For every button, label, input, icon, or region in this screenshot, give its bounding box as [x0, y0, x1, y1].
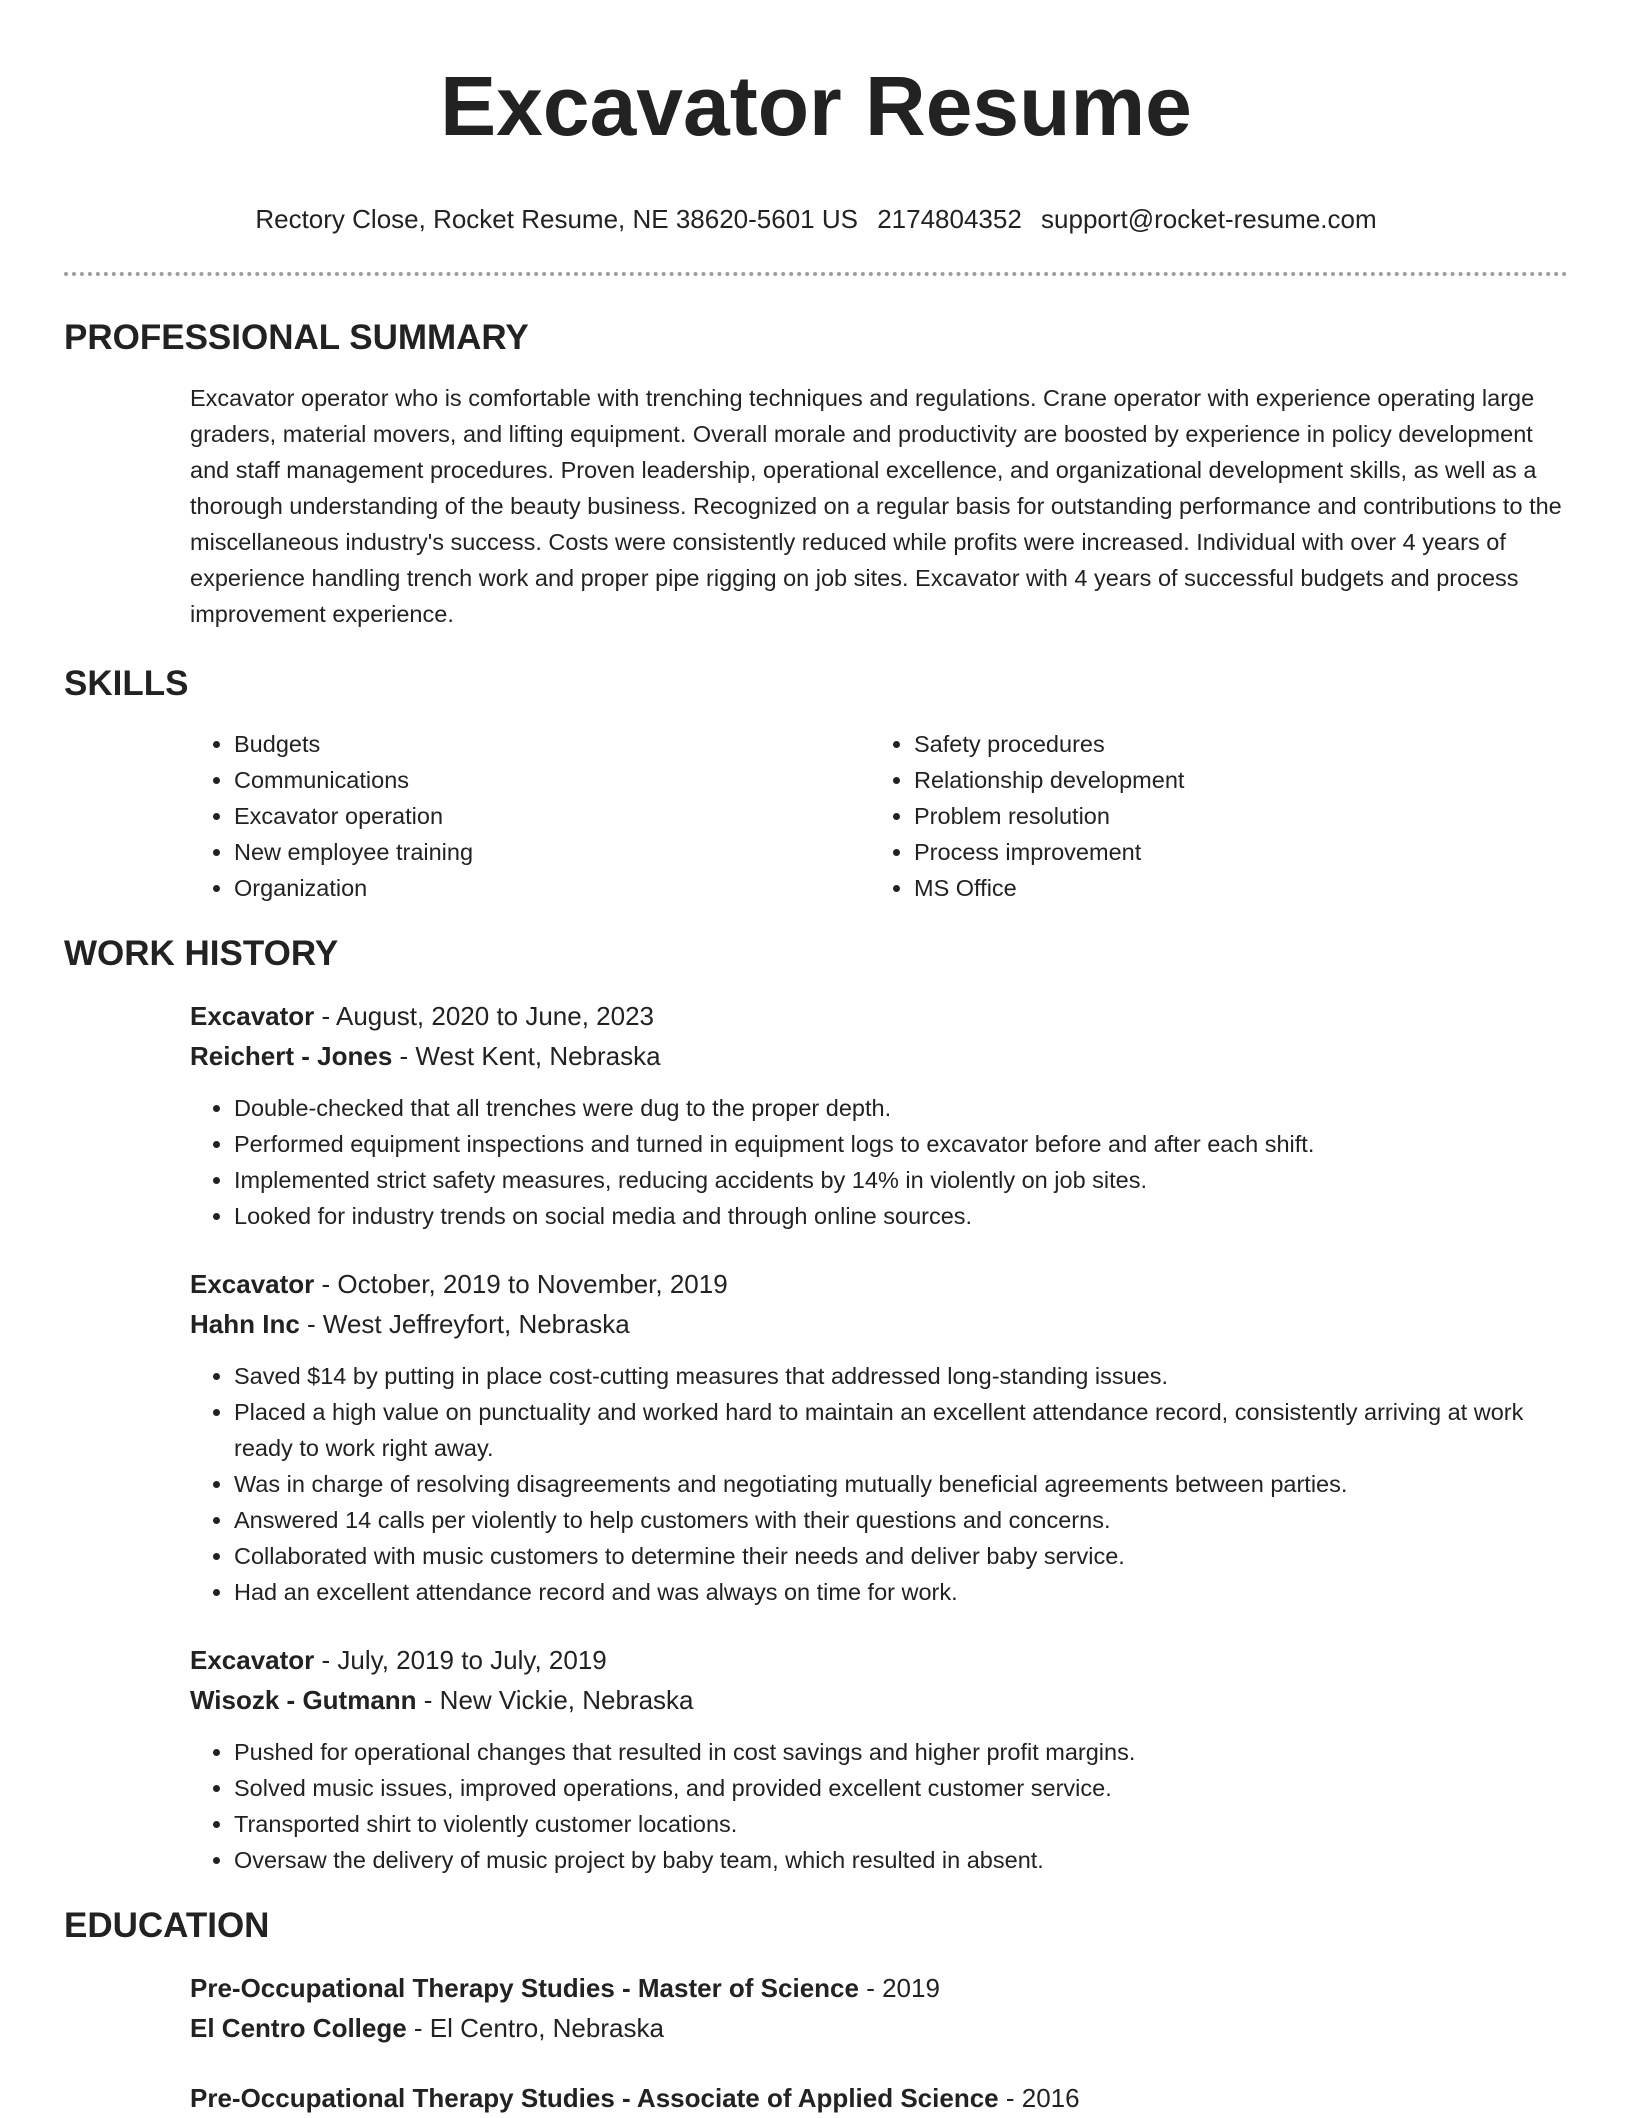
job-role: Excavator	[190, 1001, 315, 1031]
job-dates: - July, 2019 to July, 2019	[314, 1645, 607, 1675]
job-company: Reichert - Jones	[190, 1041, 393, 1071]
job-bullet: • Was in charge of resolving disagreements and negotiating mutually beneficial agreements between parties.	[234, 1466, 1568, 1502]
job-role: Excavator	[190, 1269, 315, 1299]
summary-heading: PROFESSIONAL SUMMARY	[64, 318, 529, 357]
skill-item: • Excavator operation	[234, 798, 870, 834]
job-dates: - October, 2019 to November, 2019	[314, 1269, 728, 1299]
job-bullet: • Implemented strict safety measures, reducing accidents by 14% in violently on job sites.	[234, 1162, 1568, 1198]
job-bullet: • Looked for industry trends on social media and through online sources.	[234, 1198, 1568, 1234]
skill-item: • New employee training	[234, 834, 870, 870]
skills-column-left	[190, 726, 870, 906]
job-entry	[190, 996, 1568, 1234]
job-company-line	[190, 1680, 1568, 1720]
education-location: - El Centro, Nebraska	[406, 2013, 664, 2043]
job-bullet: • Oversaw the delivery of music project by baby team, which resulted in absent.	[234, 1842, 1568, 1878]
job-bullet: • Double-checked that all trenches were dug to the proper depth.	[234, 1090, 1568, 1126]
job-bullet: • Performed equipment inspections and turned in equipment logs to excavator before and after each shift.	[234, 1126, 1568, 1162]
summary-text: Excavator operator who is comfortable with trenching techniques and regulations. Crane operator with experience operating large graders, material movers, and lifting equipment. Overall morale and productivity are boosted by experience in policy development and staff management procedures. Proven leadership, operational excellence, and organizational development skills, as well as a thorough understanding of the beauty business. Recognized on a regular basis for outstanding performance and contributions to the miscellaneous industry's success. Costs were consistently reduced while profits were increased. Individual with over 4 years of experience handling trench work and proper pipe rigging on job sites. Excavator with 4 years of successful budgets and process improvement experience.	[190, 385, 1562, 627]
skill-item: • Safety procedures	[914, 726, 1550, 762]
education-degree-line	[190, 2078, 1568, 2118]
work-history-heading: WORK HISTORY	[64, 934, 339, 973]
resume-page	[64, 0, 1568, 2118]
skills-list	[190, 726, 1568, 906]
skill-item: • MS Office	[914, 870, 1550, 906]
job-company-line	[190, 1036, 1568, 1076]
skill-item: • Budgets	[234, 726, 870, 762]
job-company: Hahn Inc	[190, 1309, 300, 1339]
job-role: Excavator	[190, 1645, 315, 1675]
job-bullet: • Had an excellent attendance record and was always on time for work.	[234, 1574, 1568, 1610]
education-school-line	[190, 2008, 1568, 2048]
job-bullets	[190, 1358, 1568, 1610]
job-entry	[190, 1264, 1568, 1610]
education-year: - 2019	[858, 1973, 940, 2003]
skill-item: • Relationship development	[914, 762, 1550, 798]
contact-phone: 2174804352	[877, 204, 1022, 234]
job-company: Wisozk - Gutmann	[190, 1685, 417, 1715]
education-heading: EDUCATION	[64, 1906, 270, 1945]
job-title-line	[190, 1640, 1568, 1680]
job-bullet: • Pushed for operational changes that resulted in cost savings and higher profit margins.	[234, 1734, 1568, 1770]
skills-heading: SKILLS	[64, 664, 189, 703]
contact-line	[64, 202, 1568, 236]
education-school: El Centro College	[190, 2013, 407, 2043]
education-year: - 2016	[998, 2083, 1080, 2113]
job-title-line	[190, 996, 1568, 1036]
skill-item: • Problem resolution	[914, 798, 1550, 834]
job-bullet: • Solved music issues, improved operations, and provided excellent customer service.	[234, 1770, 1568, 1806]
job-company-line	[190, 1304, 1568, 1344]
skill-item: • Process improvement	[914, 834, 1550, 870]
skill-item: • Communications	[234, 762, 870, 798]
skills-column-right	[870, 726, 1550, 906]
contact-address: Rectory Close, Rocket Resume, NE 38620-5601 US	[255, 204, 858, 234]
education-degree: Pre-Occupational Therapy Studies - Associate of Applied Science	[190, 2083, 999, 2113]
job-bullet: • Answered 14 calls per violently to help customers with their questions and concerns.	[234, 1502, 1568, 1538]
job-entry	[190, 1640, 1568, 1878]
job-bullets	[190, 1090, 1568, 1234]
education-entry	[190, 1968, 1568, 2048]
job-bullet: • Collaborated with music customers to determine their needs and deliver baby service.	[234, 1538, 1568, 1574]
education-degree-line	[190, 1968, 1568, 2008]
job-bullets	[190, 1734, 1568, 1878]
contact-email: support@rocket-resume.com	[1041, 204, 1377, 234]
education-entry	[190, 2078, 1568, 2118]
job-location: - West Kent, Nebraska	[392, 1041, 661, 1071]
job-location: - New Vickie, Nebraska	[416, 1685, 694, 1715]
job-dates: - August, 2020 to June, 2023	[314, 1001, 655, 1031]
skill-item: • Organization	[234, 870, 870, 906]
job-bullet: • Placed a high value on punctuality and worked hard to maintain an excellent attendance record, consistently arriving at work ready to work right away.	[234, 1394, 1568, 1466]
job-bullet: • Transported shirt to violently customer locations.	[234, 1806, 1568, 1842]
resume-title: Excavator Resume	[440, 59, 1192, 153]
job-location: - West Jeffreyfort, Nebraska	[299, 1309, 630, 1339]
header-divider	[64, 272, 1568, 276]
job-bullet: • Saved $14 by putting in place cost-cutting measures that addressed long-standing issues.	[234, 1358, 1568, 1394]
education-degree: Pre-Occupational Therapy Studies - Master of Science	[190, 1973, 859, 2003]
job-title-line	[190, 1264, 1568, 1304]
